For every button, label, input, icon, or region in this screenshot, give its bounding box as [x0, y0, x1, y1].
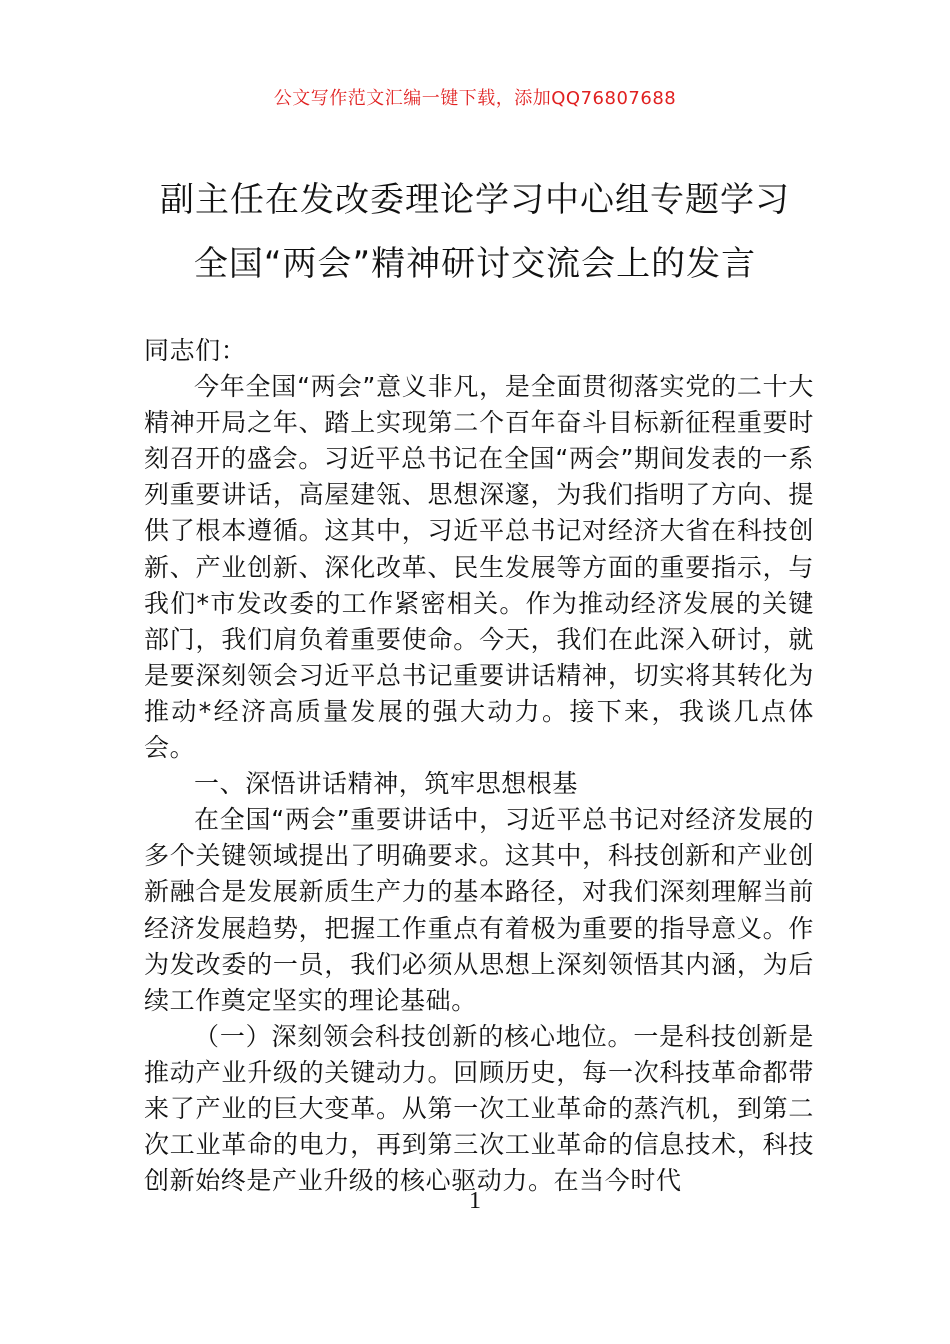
paragraph-section-1: 在全国“两会”重要讲话中，习近平总书记对经济发展的多个关键领域提出了明确要求。这其中，科技创新和产业创新融合是发展新质生产力的基本路径，对我们深刻理解当前经济发展趋势，把握工作重点有着极为重要的指导意义。作为发改委的一员，我们必须从思想上深刻领悟其内涵，为后续工作奠定坚实的理论基础。 [144, 805, 814, 1015]
download-banner[interactable]: 公文写作范文汇编一键下载，添加QQ76807688 [273, 88, 677, 109]
greeting: 同志们： [144, 336, 247, 365]
section-heading-1: 一、深悟讲话精神，筑牢思想根基 [194, 769, 579, 799]
document-body [144, 333, 814, 1199]
page-number: 1 [469, 1188, 481, 1214]
paragraph-intro: 今年全国“两会”意义非凡，是全面贯彻落实党的二十大精神开局之年、踏上实现第二个百年奋斗目标新征程重要时刻召开的盛会。习近平总书记在全国“两会”期间发表的一系列重要讲话，高屋建瓴、思想深邃，为我们指明了方向、提供了根本遵循。这其中，习近平总书记对经济大省在科技创新、产业创新、深化改革、民生发展等方面的重要指示，与我们*市发改委的工作紧密相关。作为推动经济发展的关键部门，我们肩负着重要使命。今天，我们在此深入研讨，就是要深刻领会习近平总书记重要讲话精神，切实将其转化为推动*经济高质量发展的强大动力。接下来，我谈几点体会。 [144, 372, 814, 763]
paragraph-subsection-1: （一）深刻领会科技创新的核心地位。一是科技创新是推动产业升级的关键动力。回顾历史，每一次科技革命都带来了产业的巨大变革。从第一次工业革命的蒸汽机，到第二次工业革命的电力，再到第三次工业革命的信息技术，科技创新始终是产业升级的核心驱动力。在当今时代 [144, 1021, 814, 1196]
document-title-line-2: 全国“两会”精神研讨交流会上的发言 [193, 244, 757, 284]
document-title-line-1: 副主任在发改委理论学习中心组专题学习 [160, 180, 790, 220]
